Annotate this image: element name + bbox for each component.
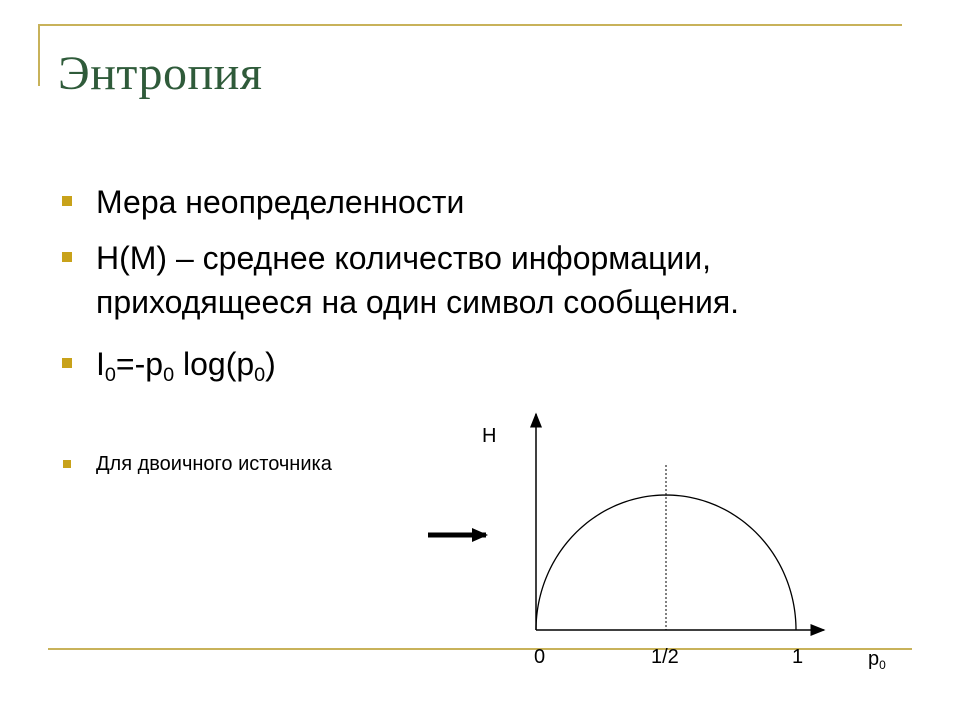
formula-log: log(p xyxy=(174,346,255,382)
x-tick-1: 1 xyxy=(792,646,804,668)
bullet-text-line2: приходящееся на один символ сообщения. xyxy=(96,284,740,320)
formula-close-paren: ) xyxy=(265,346,276,382)
bullet-text: Мера неопределенности xyxy=(96,184,465,220)
x-axis-label-p: p xyxy=(868,648,880,670)
formula-subscript: 0 xyxy=(254,363,266,386)
bullet-text: Для двоичного источника xyxy=(96,453,332,475)
bullet-text-line1: H(M) – среднее количество информации, xyxy=(96,240,712,276)
x-axis-label xyxy=(868,648,886,672)
x-tick-0: 0 xyxy=(534,646,546,668)
y-axis-label: H xyxy=(482,425,497,447)
formula-subscript: 0 xyxy=(104,363,116,386)
formula-I: I xyxy=(96,346,105,382)
x-axis-label-subscript: 0 xyxy=(879,658,886,672)
formula-minus-p: =-p xyxy=(115,346,164,382)
slide-title: Энтропия xyxy=(58,47,263,100)
x-tick-half: 1/2 xyxy=(651,646,679,668)
formula-subscript: 0 xyxy=(163,363,175,386)
